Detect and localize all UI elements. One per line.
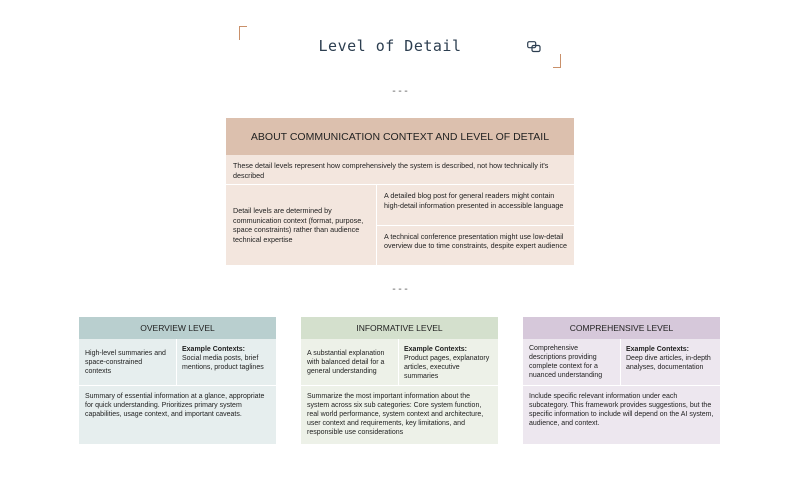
contexts-text: Deep dive articles, in-depth analyses, documentation — [626, 355, 711, 371]
comprehensive-level-card — [523, 317, 720, 444]
about-examples — [377, 185, 574, 265]
about-example-blog: A detailed blog post for general readers might contain high-detail information presented in accessible language — [377, 185, 574, 226]
level-heading: OVERVIEW LEVEL — [79, 317, 276, 339]
level-details — [79, 339, 276, 386]
separator-middle: --- — [390, 284, 410, 295]
link-icon[interactable] — [527, 41, 541, 53]
about-intro: These detail levels represent how comprehensively the system is described, not how technically it's described — [226, 155, 574, 185]
corner-bracket-bottom-right — [553, 54, 561, 68]
level-description: Comprehensive descriptions providing complete context for a nuanced understanding — [523, 339, 621, 385]
about-heading: ABOUT COMMUNICATION CONTEXT AND LEVEL OF DETAIL — [226, 118, 574, 155]
level-contexts — [621, 339, 720, 385]
level-heading: INFORMATIVE LEVEL — [301, 317, 498, 339]
about-left-text: Detail levels are determined by communication context (format, purpose, space constraints) rather than audience technical expertise — [226, 185, 377, 265]
level-heading: COMPREHENSIVE LEVEL — [523, 317, 720, 339]
about-panel — [226, 118, 574, 265]
informative-level-card — [301, 317, 498, 444]
level-contexts — [399, 339, 498, 385]
about-row — [226, 185, 574, 265]
page-title: Level of Detail — [318, 37, 462, 55]
separator-top: --- — [390, 86, 410, 97]
title-frame — [239, 26, 561, 68]
level-details — [301, 339, 498, 386]
overview-level-card — [79, 317, 276, 444]
level-contexts — [177, 339, 276, 385]
contexts-label: Example Contexts: — [404, 346, 468, 353]
about-example-conference: A technical conference presentation might use low-detail overview due to time constraints, despite expert audience — [384, 231, 567, 250]
level-description: High-level summaries and space-constrained contexts — [79, 339, 177, 385]
level-summary: Summarize the most important information about the system across six sub categories: Core system function, real world performance, system context and architecture, user context and requirements, key limitations, and responsible use considerations — [307, 393, 484, 436]
level-summary: Summary of essential information at a glance, appropriate for quick understanding. Prioritizes primary system capabilities, usage context, and important caveats. — [85, 393, 265, 418]
level-summary: Include specific relevant information under each subcategory. This framework provides suggestions, but the specific information to include will depend on the AI system, audience, and context. — [529, 393, 714, 427]
contexts-label: Example Contexts: — [626, 346, 690, 353]
contexts-text: Product pages, explanatory articles, executive summaries — [404, 355, 490, 380]
contexts-label: Example Contexts: — [182, 346, 246, 353]
contexts-text: Social media posts, brief mentions, product taglines — [182, 355, 264, 371]
level-description: A substantial explanation with balanced detail for a general understanding — [301, 339, 399, 385]
level-details — [523, 339, 720, 386]
